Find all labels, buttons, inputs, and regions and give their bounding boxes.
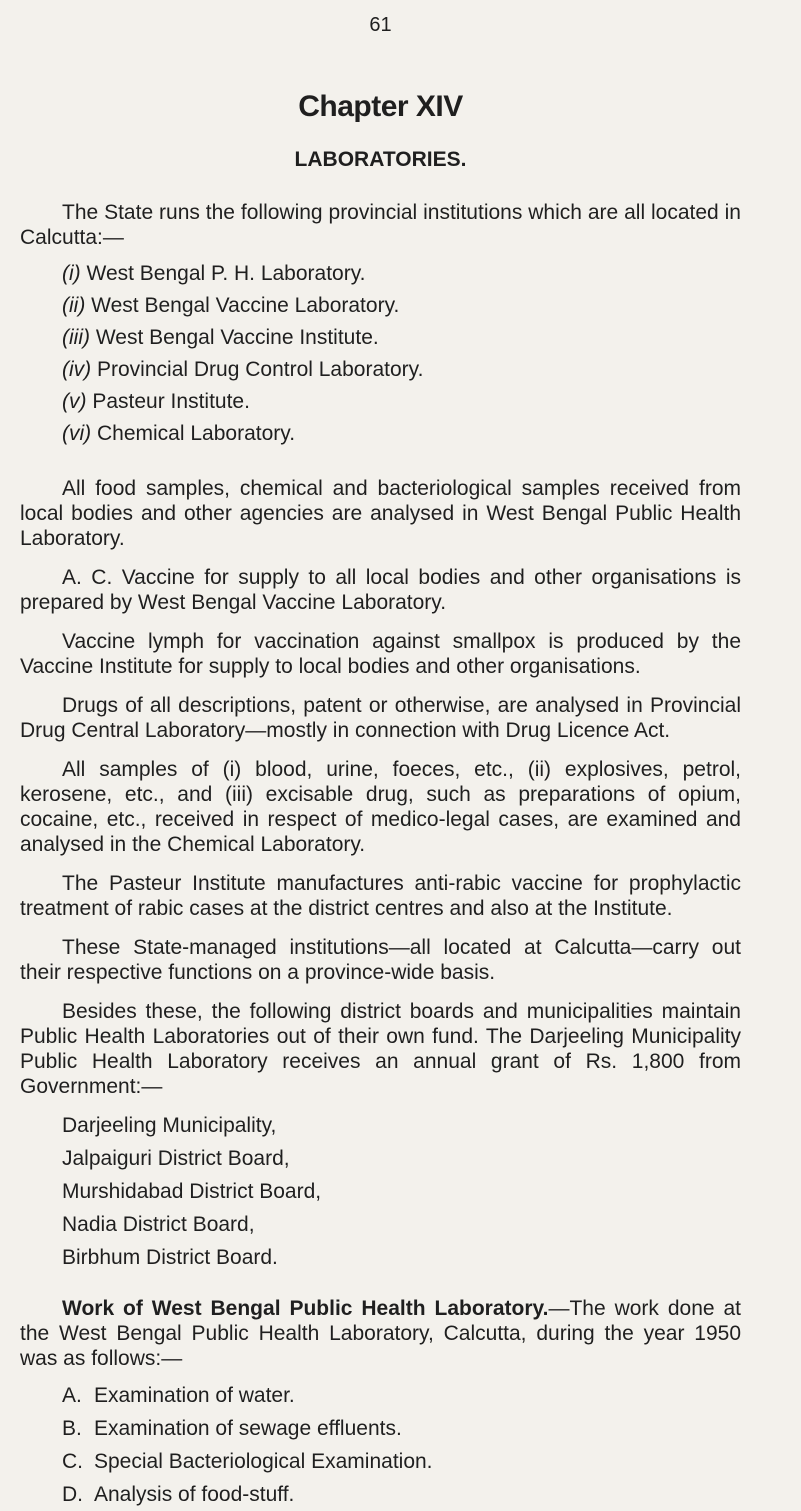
work-item-text: Examination of water. [94,1384,295,1407]
institution-numeral: (iv) [62,358,92,381]
chapter-title: Chapter XIV [298,90,463,123]
institution-name: Pasteur Institute. [92,390,250,413]
institution-item [62,354,741,386]
institution-numeral: (ii) [62,294,86,317]
body-paragraph: Besides these, the following district boards and municipalities maintain Public Health Laboratories out of their own fund. The Darjeeling Municipality Public Health Laboratory receives an annual grant of Rs. 1,800 from Government:— [20,1000,741,1098]
work-item-letter: C. [62,1450,83,1473]
work-item-letter: A. [62,1384,82,1407]
institution-numeral: (vi) [62,422,92,445]
institution-item [62,258,741,290]
work-item-list [62,1379,741,1511]
institution-item [62,418,741,450]
district-item: Darjeeling Municipality, [62,1114,277,1137]
institution-name: West Bengal Vaccine Laboratory. [91,294,400,317]
body-paragraph: These State-managed institutions—all located at Calcutta—carry out their respective functions on a province-wide basis. [20,936,741,984]
body-paragraph: All samples of (i) blood, urine, foeces, etc., (ii) explosives, petrol, kerosene, etc., and (iii) excisable drug, such as preparations of opium, cocaine, etc., received in respect of medico-legal cases, are examined and analysed in the Chemical Laboratory. [20,758,741,856]
work-heading: Work of West Bengal Public Health Laboratory. [62,1297,549,1320]
district-item: Murshidabad District Board, [62,1180,322,1203]
body-paragraph: The Pasteur Institute manufactures anti-rabic vaccine for prophylactic treatment of rabic cases at the district centres and also at the Institute. [20,872,741,920]
work-item [62,1478,741,1511]
work-item-text: Analysis of food-stuff. [94,1483,295,1506]
body-paragraph: Drugs of all descriptions, patent or otherwise, are analysed in Provincial Drug Central Laboratory—mostly in connection with Drug Licence Act. [20,694,741,742]
body-paragraph: All food samples, chemical and bacteriological samples received from local bodies and other agencies are analysed in West Bengal Public Health Laboratory. [20,477,741,550]
body-paragraph: A. C. Vaccine for supply to all local bodies and other organisations is prepared by West Bengal Vaccine Laboratory. [20,566,741,614]
institution-name: West Bengal Vaccine Institute. [95,326,379,349]
body-paragraph: Vaccine lymph for vaccination against smallpox is produced by the Vaccine Institute for supply to local bodies and other organisations. [20,630,741,678]
intro-paragraph: The State runs the following provincial institutions which are all located in Calcutta:— [20,201,741,249]
work-item-text: Examination of sewage effluents. [94,1417,402,1440]
institution-name: Chemical Laboratory. [97,422,296,445]
institution-item [62,322,741,354]
work-item-letter: D. [62,1483,83,1506]
page-number: 61 [369,14,392,36]
work-item-text: Special Bacteriological Examination. [94,1450,433,1473]
district-item: Nadia District Board, [62,1213,255,1236]
work-paragraph [20,1296,741,1371]
institution-numeral: (v) [62,390,87,413]
work-item-letter: B. [62,1417,82,1440]
district-item: Jalpaiguri District Board, [62,1147,290,1170]
institution-name: Provincial Drug Control Laboratory. [97,358,424,381]
work-item [62,1412,741,1445]
work-text: —The work done at the West Bengal Public Health Laboratory, Calcutta, during the year 1950 was as follows:— [20,1297,742,1370]
institution-name: West Bengal P. H. Laboratory. [86,262,366,285]
institution-list [62,258,741,450]
section-title: LABORATORIES. [294,148,467,171]
institution-item [62,386,741,418]
institution-numeral: (i) [62,262,81,285]
institution-numeral: (iii) [62,326,90,349]
district-list [62,1109,741,1274]
institution-item [62,290,741,322]
work-item [62,1445,741,1478]
district-item: Birbhum District Board. [62,1246,278,1269]
work-item [62,1379,741,1412]
